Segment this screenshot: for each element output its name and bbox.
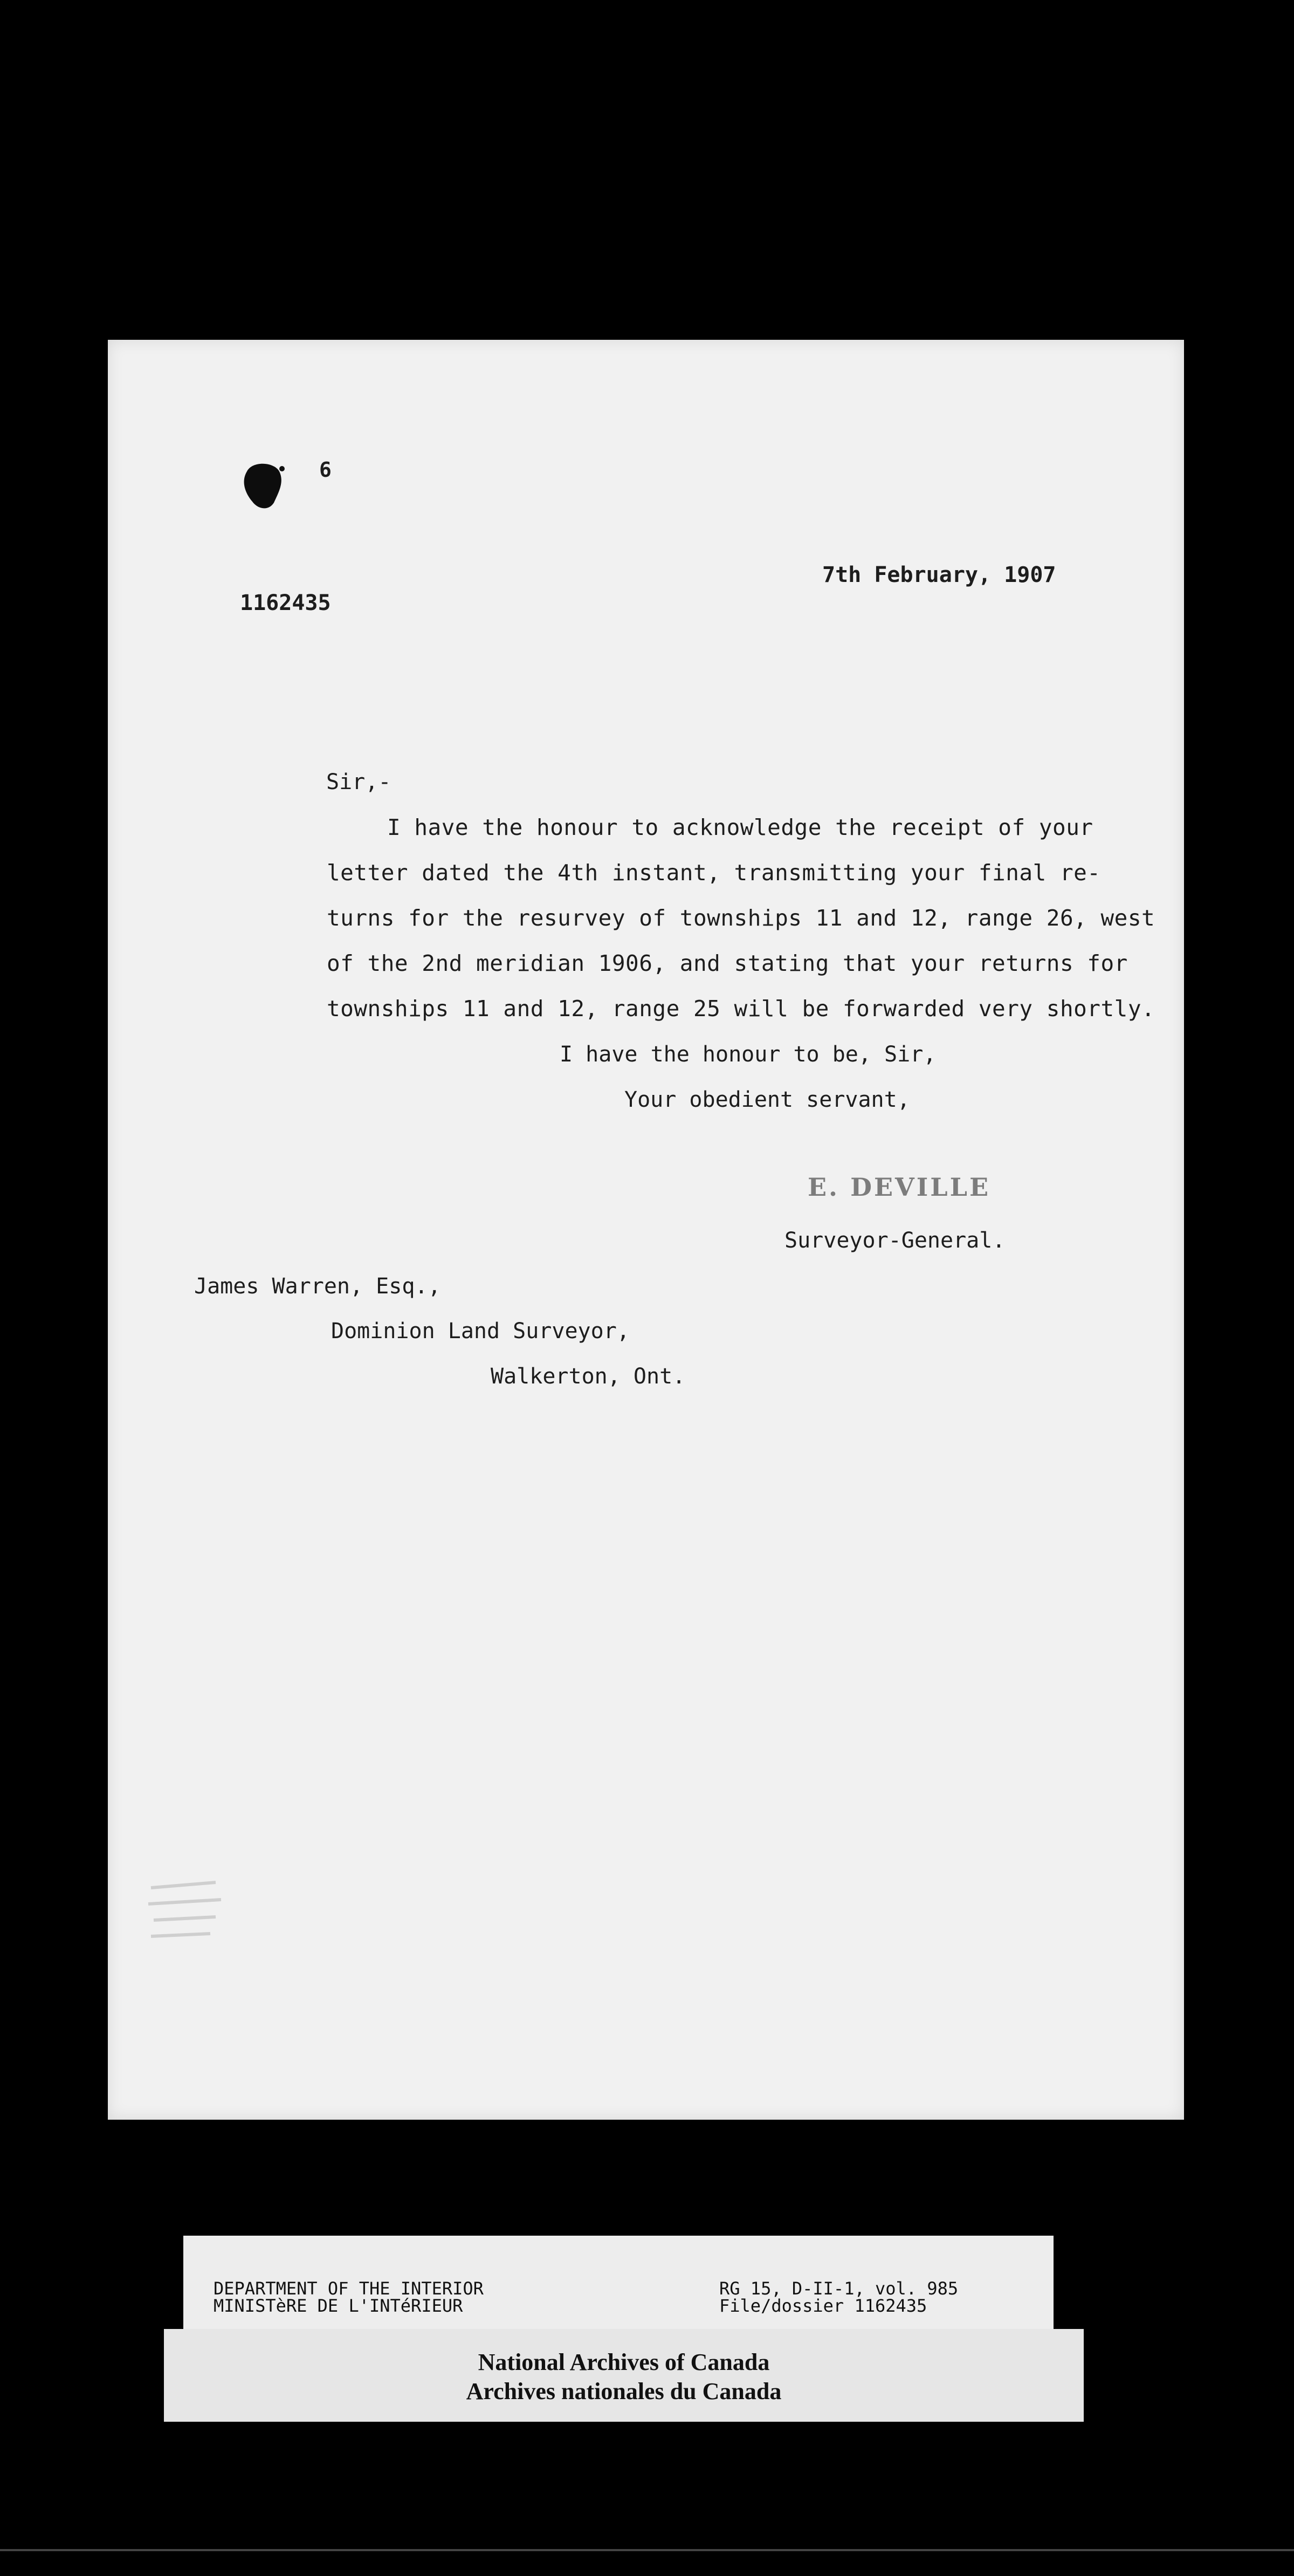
ink-blot-mark [231,455,290,515]
body-line: townships 11 and 12, range 25 will be forwarded very shortly. [327,996,1155,1022]
signature-stamp: E. DEVILLE [808,1173,990,1202]
addressee-name: James Warren, Esq., [194,1274,441,1299]
archives-banner [164,2329,1084,2422]
bottom-rule [0,2549,1294,2551]
addressee-location: Walkerton, Ont. [491,1364,686,1389]
department-name-fr: MINISTèRE DE L'INTéRIEUR [214,2296,463,2316]
closing-line: I have the honour to be, Sir, [560,1042,937,1067]
faint-stamp-mark [140,1872,232,1958]
page-mark-number: 6 [319,458,332,482]
department-name-en: DEPARTMENT OF THE INTERIOR [214,2278,484,2299]
body-line: turns for the resurvey of townships 11 and 12, range 26, west [327,905,1155,931]
body-line: of the 2nd meridian 1906, and stating that your returns for [327,950,1128,976]
signature-title: Surveyor-General. [784,1228,1006,1253]
salutation: Sir,- [326,770,391,794]
file-dossier-ref: File/dossier 1162435 [719,2296,927,2316]
letter-page [108,340,1184,2120]
file-number: 1162435 [240,591,331,615]
body-line: letter dated the 4th instant, transmitting your final re- [327,860,1101,886]
archives-name-fr: Archives nationales du Canada [466,2378,782,2404]
body-line: I have the honour to acknowledge the receipt of your [387,814,1093,840]
addressee-title: Dominion Land Surveyor, [331,1319,630,1344]
letter-date: 7th February, 1907 [822,563,1056,587]
closing-line: Your obedient servant, [624,1087,910,1112]
archives-name-en: National Archives of Canada [478,2349,770,2375]
department-label [183,2236,1054,2330]
record-group-ref: RG 15, D-II-1, vol. 985 [719,2278,959,2299]
